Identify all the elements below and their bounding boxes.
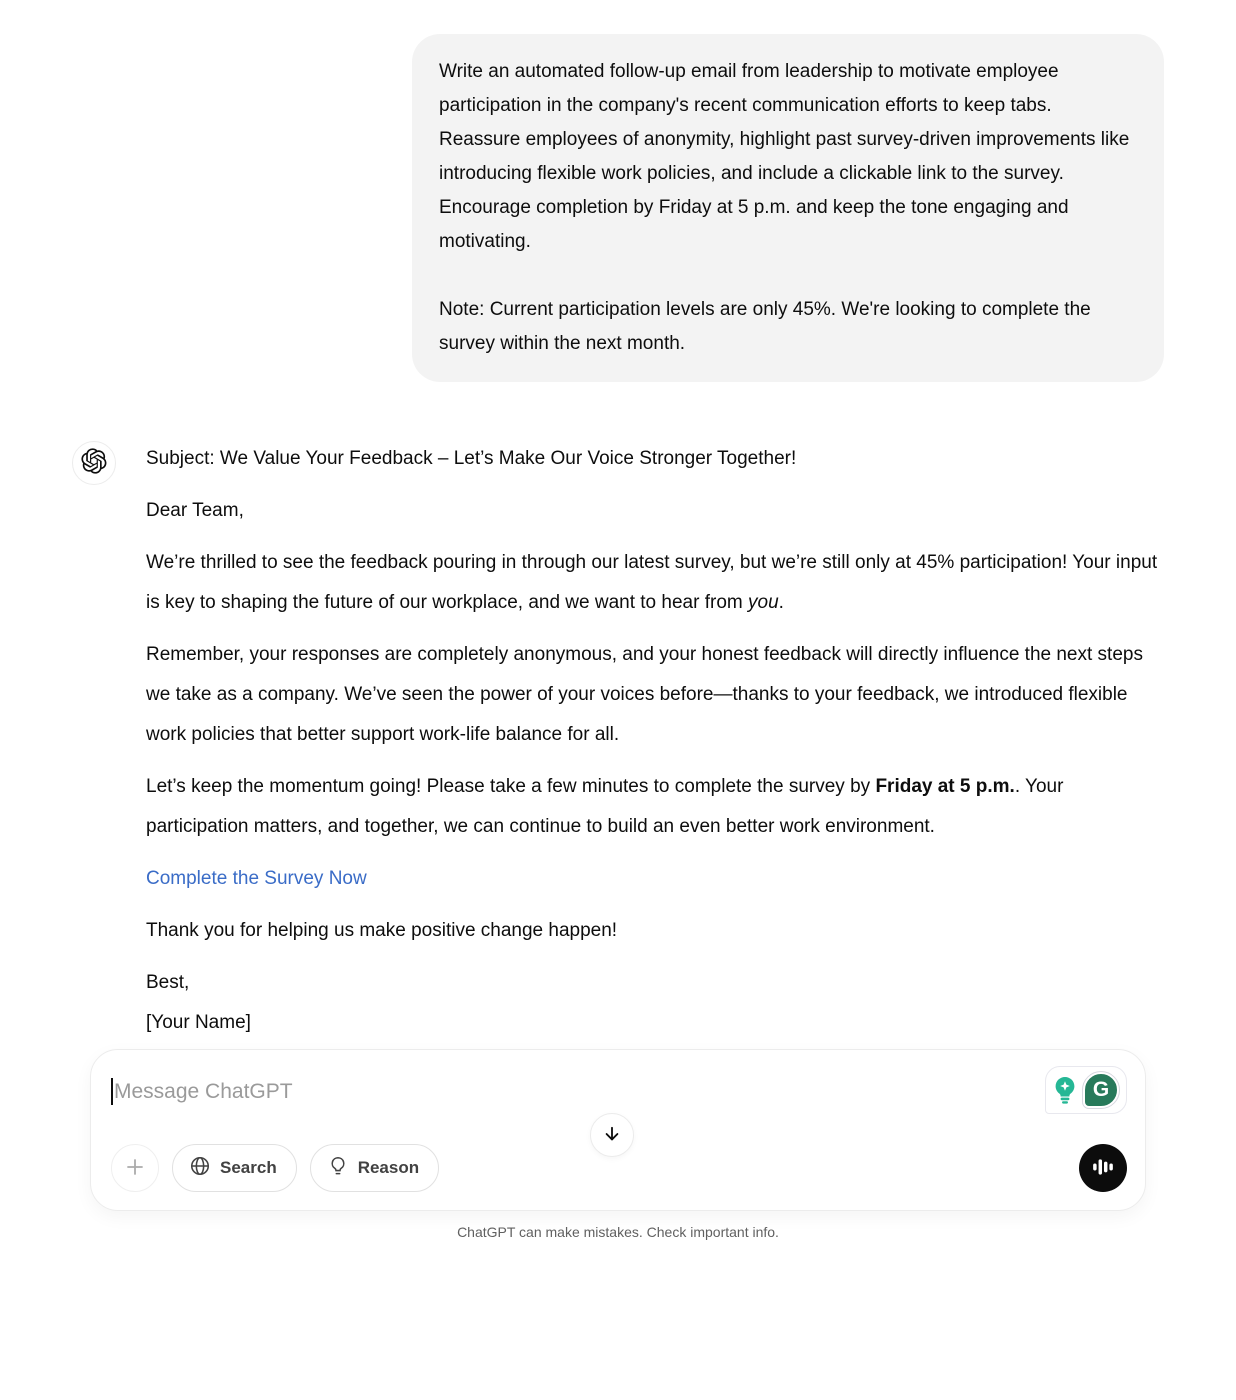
assistant-message-body	[146, 439, 1164, 1043]
grammarly-icon[interactable]: G	[1083, 1072, 1119, 1108]
grammarly-extension-widget[interactable]	[1045, 1066, 1127, 1114]
text-caret	[111, 1078, 113, 1105]
reason-tool-button[interactable]	[310, 1144, 439, 1192]
email-signature	[146, 963, 1164, 1043]
disclaimer-text: ChatGPT can make mistakes. Check important info.	[457, 1224, 779, 1240]
survey-link[interactable]: Complete the Survey Now	[146, 868, 367, 889]
search-tool-button[interactable]	[172, 1144, 297, 1192]
message-input[interactable]	[111, 1066, 1045, 1105]
paragraph-text: . Your participation matters, and together, we can continue to build an even better work environment.	[146, 776, 1064, 837]
paragraph-text: .	[778, 592, 784, 613]
chat-thread	[72, 0, 1164, 1043]
lightbulb-icon	[327, 1155, 349, 1182]
email-greeting: Dear Team,	[146, 500, 244, 521]
scroll-to-bottom-button[interactable]	[590, 1113, 634, 1157]
user-message-paragraph: Write an automated follow-up email from leadership to motivate employee participation in the company's recent communication efforts to keep tabs. Reassure employees of anonymity, highlight past survey-driven improvements like introducing flexible work policies, and include a clickable link to the survey. Encourage completion by Friday at 5 p.m. and keep the tone engaging and motivating.	[439, 61, 1130, 252]
email-paragraph	[146, 767, 1164, 847]
email-paragraph: Remember, your responses are completely anonymous, and your honest feedback will directly influence the next steps we take as a company. We’ve seen the power of your voices before—thanks to your feedback, we introduced flexible work policies that better support work-life balance for all.	[146, 644, 1143, 745]
voice-waveform-icon	[1090, 1154, 1116, 1183]
paragraph-text: We’re thrilled to see the feedback pouring in through our latest survey, but we’re still only at 45% participation! Your input is key to shaping the future of our workplace, and we want to hear from	[146, 552, 1158, 613]
email-paragraph	[146, 543, 1164, 623]
assistant-message-row	[72, 439, 1164, 1043]
composer-input-row	[111, 1066, 1127, 1114]
arrow-down-icon	[602, 1124, 622, 1147]
globe-icon	[189, 1155, 211, 1182]
italic-text: you	[748, 592, 779, 613]
search-tool-label: Search	[220, 1158, 277, 1177]
email-link-paragraph	[146, 859, 1164, 899]
paragraph-text: Let’s keep the momentum going! Please take a few minutes to complete the survey by	[146, 776, 876, 797]
voice-mode-button[interactable]	[1079, 1144, 1127, 1192]
user-message-paragraph: Note: Current participation levels are only 45%. We're looking to complete the survey within the next month.	[439, 299, 1091, 354]
tone-suggestion-lightbulb-icon[interactable]	[1052, 1075, 1078, 1105]
attach-button[interactable]	[111, 1144, 159, 1192]
bold-text: Friday at 5 p.m.	[875, 776, 1015, 797]
user-message-row	[72, 34, 1164, 382]
plus-icon	[123, 1155, 147, 1182]
signoff-text: Best,	[146, 972, 190, 993]
user-message-bubble	[412, 34, 1164, 382]
input-placeholder: Message ChatGPT	[114, 1079, 293, 1103]
email-closing: Thank you for helping us make positive change happen!	[146, 920, 618, 941]
openai-logo-icon	[81, 448, 107, 479]
signature-text: [Your Name]	[146, 1012, 251, 1033]
email-subject-line: Subject: We Value Your Feedback – Let’s Make Our Voice Stronger Together!	[146, 448, 797, 469]
reason-tool-label: Reason	[357, 1158, 420, 1177]
chatgpt-avatar	[72, 441, 116, 485]
